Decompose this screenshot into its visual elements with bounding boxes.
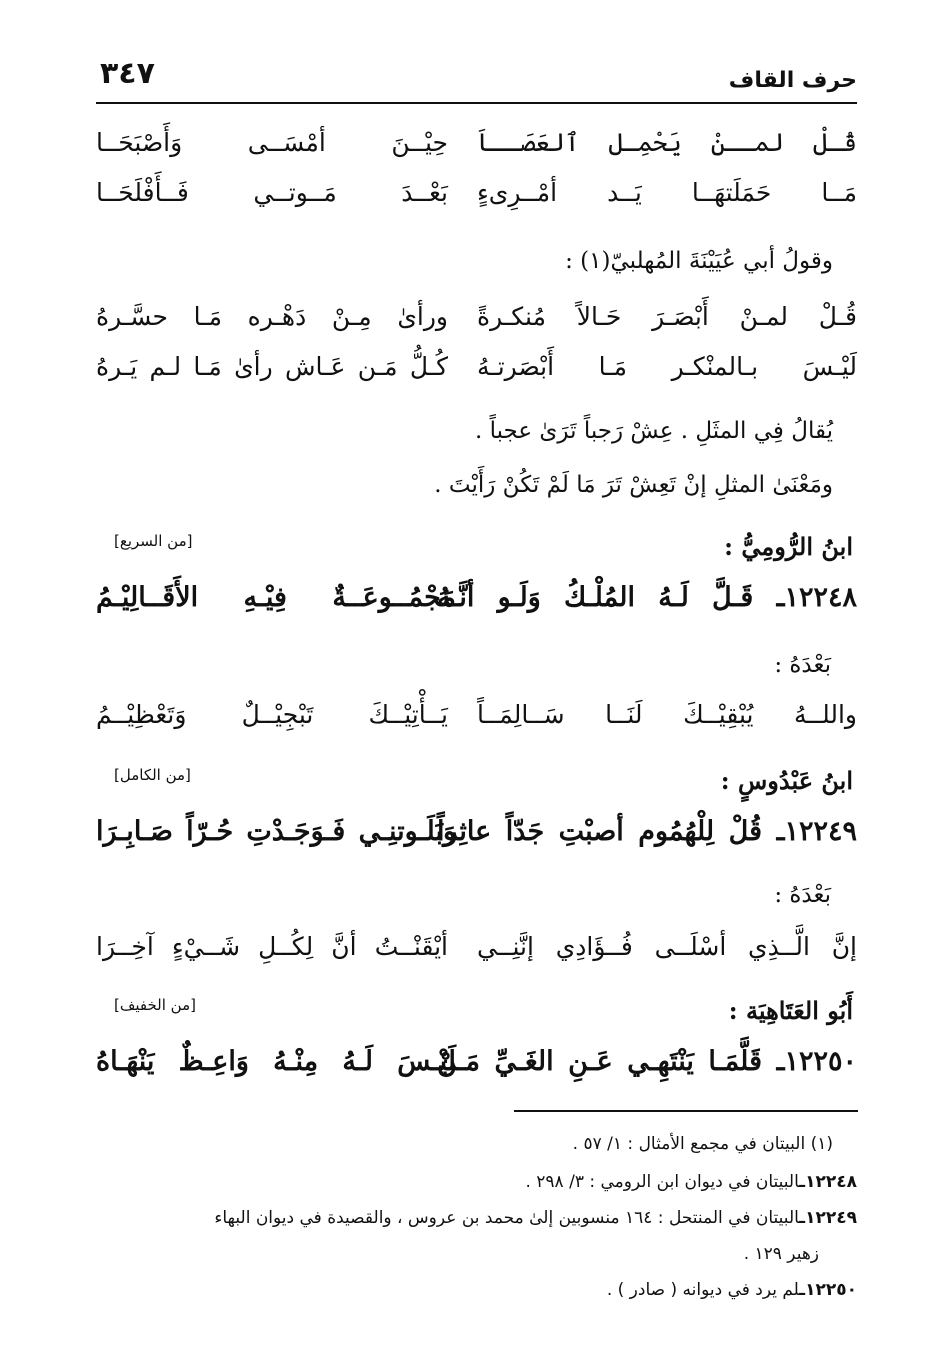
- footnote: [86, 1172, 857, 1192]
- hemistich-second: لَيْـسَ لَـهُ مِنْـهُ وَاعِـظٌ يَنْهَـاهُ: [96, 1046, 456, 1077]
- hemistich-first: قُـلْ لمــنْ يَحْمِـل ٱلعَصَــاَ: [477, 128, 857, 157]
- poet-name: ابنُ عَبْدُوسٍ :: [720, 766, 853, 795]
- hemistich-first: مَــا حَمَلَتهَــا يَــد أمْــرِىءٍ: [477, 178, 857, 207]
- proverb-meaning: ومَعْنَىٰ المثلِ إنْ تَعِشْ تَرَ مَا لَمْ تَكُنْ رَأَيْتَ .: [434, 472, 833, 498]
- verse-line: [96, 178, 857, 226]
- verse-line: [96, 128, 857, 176]
- hemistich-second: مَجْمُــوعَــةٌ فِيْـهِ الأَقَــالِيْـمُ: [96, 582, 456, 613]
- page-number: ٣٤٧: [100, 56, 155, 91]
- intro-abu-uyayna: وقولُ أبي عُيَيْنَةَ المُهلبيّ(١) :: [565, 248, 833, 274]
- meter-label: [من الخفيف]: [114, 996, 196, 1014]
- hemistich-first: لَيْـسَ بـالمنْكـر مَـا أَبْصَرتـهُ: [477, 352, 857, 381]
- hemistich-first: [437, 816, 857, 847]
- footnote-text: البيتان في المنتحل : ١٦٤ منسوبين إلىٰ محمد بن عروس ، والقصيدة في ديوان البهاء: [214, 1208, 800, 1228]
- hemistich-second: وَبَلَـوتنِـي فَـوَجَـدْتِ حُـرّاً صَـابِـرَا: [96, 816, 456, 847]
- footnote-number: (١): [810, 1134, 833, 1154]
- verse-line: [96, 302, 857, 350]
- footnote-text: البيتان في ديوان ابن الرومي : ٣/ ٢٩٨ .: [525, 1172, 800, 1192]
- verse-line: [96, 932, 857, 980]
- numbered-verse: [96, 582, 857, 630]
- footnote-number: ١٢٢٤٨ـ: [799, 1172, 857, 1192]
- verse-number: ١٢٢٥٠ـ: [776, 1046, 857, 1077]
- hemistich-text: قَـلَّ لَـهُ المُلْـكُ وَلَـو أنَّـهُ: [437, 582, 754, 613]
- hemistich-first: قُـلْ لمـنْ أَبْصَـرَ حَـالاً مُنكـرةً: [477, 302, 857, 331]
- verse-line: [96, 700, 857, 748]
- verse-number: ١٢٢٤٨ـ: [776, 582, 857, 613]
- footnote-text: لم يرد في ديوانه ( صادر ) .: [606, 1280, 800, 1300]
- footnote-rule: [514, 1110, 858, 1112]
- footnote-continuation: زهير ١٢٩ .: [743, 1244, 819, 1264]
- numbered-verse: [96, 816, 857, 864]
- footnote-number: ١٢٢٥٠ـ: [799, 1280, 857, 1300]
- hemistich-second: حِيْــنَ أمْسَــى وَأَصْبَحَــا: [96, 128, 448, 157]
- footnote-number: ١٢٢٤٩ـ: [799, 1208, 857, 1228]
- poet-name: ابنُ الرُّومِيُّ :: [724, 532, 853, 561]
- hemistich-first: [437, 582, 857, 613]
- meter-label: [من الكامل]: [114, 766, 191, 784]
- footnote: [86, 1208, 857, 1228]
- numbered-verse: [96, 1046, 857, 1094]
- footnote-text: البيتان في مجمع الأمثال : ١/ ٥٧ .: [572, 1134, 806, 1154]
- proverb-line: يُقالُ فِي المثَلِ . عِشْ رَجباً تَرَىٰ عجباً .: [474, 418, 833, 444]
- hemistich-second: كُـلُّ مَـن عَـاش رأىٰ مَـا لـم يَـرهُ: [96, 352, 448, 381]
- hemistich-text: قُلْ لِلْهُمُوم أصبْتِ جَدّاً عاثِراً: [437, 816, 763, 847]
- hemistich-second: أيْقَنْــتُ أنَّ لِكُــلِ شَــيْءٍ آخِــرَا: [96, 932, 448, 961]
- verse-line: [96, 352, 857, 400]
- hemistich-second: بَعْــدَ مَــوتــي فَــأَفْلَحَــا: [96, 178, 448, 207]
- footnote: [86, 1134, 833, 1154]
- hemistich-first: واللــهُ يُبْقِيْــكَ لَنَــا سَــالِمَــاً: [477, 700, 857, 729]
- poet-name: أَبُو العَتَاهِيَة :: [728, 996, 853, 1025]
- hemistich-first: [437, 1046, 857, 1077]
- header-rule: [96, 102, 857, 104]
- hemistich-first: إنَّ الَّــذِي أسْلَــى فُــؤَادِي إنَّنِــي: [477, 932, 857, 961]
- hemistich-second: ورأىٰ مِـنْ دَهْـره مَـا حسَّـرهُ: [96, 302, 448, 331]
- after-label: بَعْدَهُ :: [774, 882, 831, 908]
- meter-label: [من السريع]: [114, 532, 193, 550]
- footnote: [86, 1280, 857, 1300]
- section-title: حرف القاف: [728, 68, 857, 93]
- hemistich-text: قَلَّمَـا يَنْتَهِـي عَـنِ الغَـيِّ مَـنْ: [437, 1046, 763, 1077]
- hemistich-second: يَــأْتِيْــكَ تَبْجِيْــلٌ وَتَعْظِيْــمُ: [96, 700, 448, 729]
- after-label: بَعْدَهُ :: [774, 652, 831, 678]
- verse-number: ١٢٢٤٩ـ: [776, 816, 857, 847]
